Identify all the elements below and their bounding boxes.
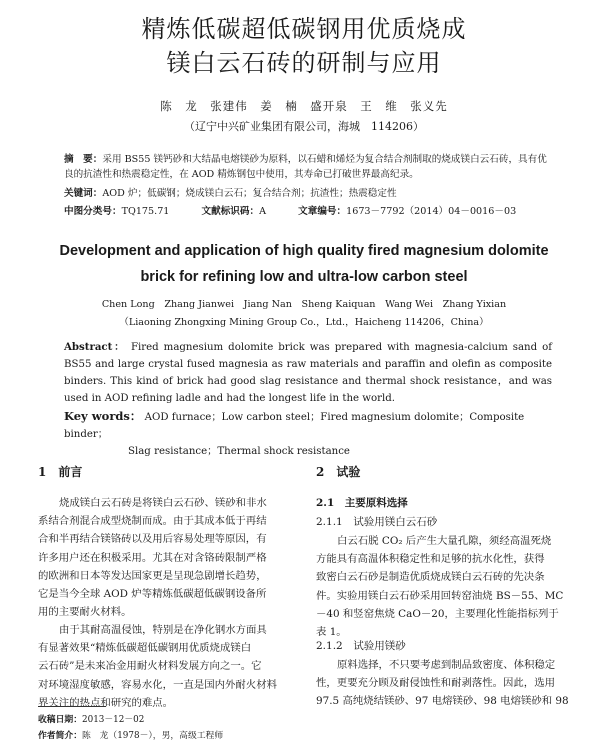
english-keywords-line-1: AOD furnace；Low carbon steel；Fired magnesium dolomite；Composite binder； [64, 412, 525, 440]
received-date [38, 712, 144, 725]
chinese-keywords-text: AOD 炉；低碳钢；烧成镁白云石；复合结合剂；抗渣性；热震稳定性 [102, 188, 397, 199]
received-date-label: 收稿日期： [38, 715, 82, 725]
classification-line [64, 204, 584, 219]
text-line: 的欧洲和日本等发达国家更是呈现急剧增长趋势， [38, 569, 267, 582]
doc-code-label: 文献标识码： [201, 206, 260, 217]
text-line: 方能具有高温体积稳定性和足够的抗水化性，获得 [316, 553, 545, 566]
english-keywords-line-2: Slag resistance；Thermal shock resistance [128, 446, 350, 457]
text-line: 许多用户还在积极采用。尤其在对含铬砖限制严格 [38, 551, 267, 564]
chinese-title-line-2: 镁白云石砖的研制与应用 [166, 49, 442, 77]
english-abstract [64, 339, 552, 407]
text-line: 对环境湿度敏感，容易水化，一直是国内外耐火材料 [38, 678, 277, 691]
text-line: 合和半再结合镁铬砖以及用后容易处理等原因，有 [38, 533, 267, 546]
text-line: 件。实验用镁白云石砂采用回转窑油烧 BS－55、MC [316, 589, 564, 602]
article-number-value: 1673－7792（2014）04－0016－03 [346, 206, 517, 217]
article-number-label: 文章编号： [298, 206, 347, 217]
english-abstract-label: Abstract： [64, 341, 126, 353]
text-line: 烧成镁白云石砖是将镁白云石砂、镁砂和非水 [59, 497, 267, 509]
received-date-value: 2013－12－02 [82, 715, 145, 725]
author-bio [38, 728, 223, 741]
chinese-abstract-label: 摘 要： [64, 154, 103, 165]
text-line: 97.5 高纯烧结镁砂、97 电熔镁砂、98 电熔镁砂和 98 [316, 695, 569, 708]
section-1-paragraph-2 [38, 621, 296, 712]
subsection-2-1-1-heading: 2.1.1 试验用镁白云石砂 [316, 516, 438, 528]
footnote-rule [38, 706, 106, 707]
english-abstract-text: Fired magnesium dolomite brick was prepared with magnesia-calcium sand of BS55 and large crystal fused magnesia as raw materials and paraffin and olefin as composite binders. This kind of brick had good slag resistance and thermal shock resistance，and was used in AOD refining ladle and had the longest life in the world. [64, 342, 552, 404]
subsection-2-1-heading: 2.1 主要原料选择 [316, 497, 408, 509]
english-title-line-1: Development and application of high quality fired magnesium dolomite [59, 243, 549, 259]
text-line: 系结合剂混合成型烧制而成。由于其成本低于再结 [38, 515, 267, 528]
text-line: 云石砖”是未来冶金用耐火材料发展方向之一。它 [38, 660, 262, 673]
text-line: 由于其耐高温侵蚀，特别是在净化钢水方面具 [59, 624, 267, 636]
clc-value: TQ175.71 [121, 206, 170, 217]
text-line: 有显著效果“精炼低碳超低碳钢用优质烧成镁白 [38, 642, 252, 655]
doc-code-value: A [259, 206, 267, 217]
section-2-paragraph-2 [316, 656, 574, 711]
section-1-paragraph-1 [38, 494, 296, 621]
text-line: 原料选择，不只要考虑到制品致密度、体积稳定 [337, 659, 556, 671]
text-line: 白云石脱 CO₂ 后产生大量孔隙，须经高温死烧 [337, 535, 552, 547]
chinese-abstract-line-1: 采用 BS55 镁钙砂和大结晶电熔镁砂为原料，以石蜡和烯烃为复合结合剂制取的烧成镁白云石砖，具有优 [102, 154, 547, 165]
chinese-affiliation: （辽宁中兴矿业集团有限公司，海城 114206） [184, 120, 424, 133]
author-bio-value: 陈 龙（1978－），男，高级工程师 [82, 731, 224, 741]
english-title-line-2: brick for refining low and ultra-low carbon steel [140, 269, 468, 285]
chinese-abstract-line-2: 良的抗渣性和热震稳定性，在 AOD 精炼钢包中使用，其寿命已打破世界最高纪录。 [64, 169, 419, 180]
chinese-title-line-1: 精炼低碳超低碳钢用优质烧成 [141, 15, 467, 43]
english-keywords [64, 408, 552, 460]
subsection-2-1-2-heading: 2.1.2 试验用镁砂 [316, 640, 406, 652]
text-line: －40 和竖窑焦烧 CaO－20，主要理化性能指标列于 [316, 607, 559, 620]
clc-label: 中图分类号： [64, 206, 122, 217]
text-line: 性，更要充分顾及耐侵蚀性和耐剥落性。因此，选用 [316, 677, 555, 690]
text-line: 表 1。 [316, 626, 347, 639]
chinese-keywords-label: 关键词： [64, 188, 103, 199]
section-2-paragraph-1 [316, 532, 574, 641]
chinese-authors: 陈 龙 张建伟 姜 楠 盛开泉 王 维 张义先 [160, 99, 448, 113]
text-line: 它是当今全球 AOD 炉等精炼低碳超低碳钢设备所 [38, 588, 267, 601]
text-line: 用的主要耐火材料。 [38, 606, 132, 619]
english-keywords-label: Key words： [64, 409, 142, 423]
chinese-keywords [64, 186, 564, 201]
chinese-abstract [64, 152, 564, 182]
section-2-heading: 2 试验 [316, 465, 361, 479]
english-affiliation: （Liaoning Zhongxing Mining Group Co.，Ltd.，Haicheng 114206，China） [119, 317, 489, 328]
author-bio-label: 作者简介： [38, 731, 82, 741]
text-line: 致密白云石砂是制造优质烧成镁白云石砖的先决条 [316, 571, 545, 584]
text-line: 界关注的热点和研究的难点。 [38, 696, 174, 709]
english-authors: Chen Long Zhang Jianwei Jiang Nan Sheng Kaiquan Wang Wei Zhang Yixian [101, 299, 507, 310]
section-1-heading: 1 前言 [38, 465, 83, 479]
english-title [40, 238, 568, 290]
